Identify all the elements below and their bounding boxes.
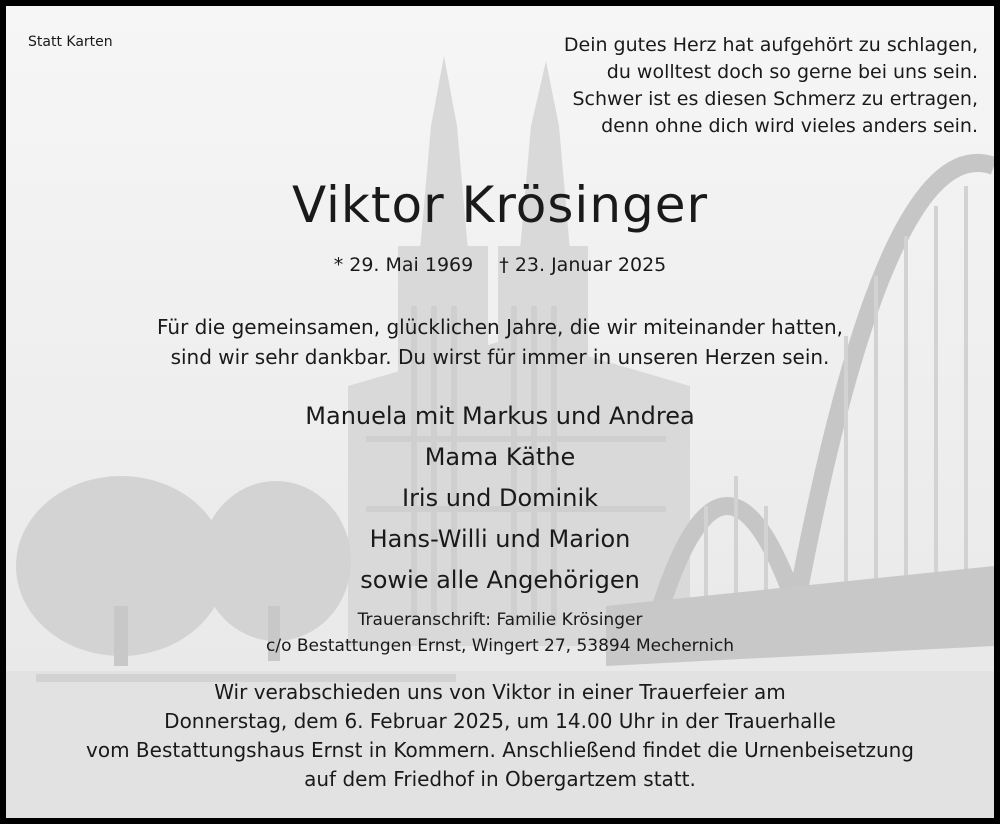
funeral-service-info	[6, 678, 994, 794]
poem	[564, 32, 978, 140]
poem-line: Dein gutes Herz hat aufgehört zu schlagen,	[563, 34, 978, 56]
poem-line: Schwer ist es diesen Schmerz zu ertragen,	[572, 88, 978, 110]
thanks-message	[6, 312, 994, 372]
service-line: auf dem Friedhof in Obergartzem statt.	[304, 767, 696, 791]
mourner: Hans-Willi und Marion	[369, 525, 631, 553]
birth-date: * 29. Mai 1969	[333, 254, 474, 276]
service-line: Donnerstag, dem 6. Februar 2025, um 14.00 Uhr in der Trauerhalle	[164, 709, 836, 733]
deceased-name: Viktor Krösinger	[291, 176, 709, 234]
poem-line: du wolltest doch so gerne bei uns sein.	[606, 61, 978, 83]
mourners-list	[6, 396, 994, 601]
life-dates	[6, 254, 994, 276]
service-line: Wir verabschieden uns von Viktor in einer Trauerfeier am	[214, 680, 786, 704]
address-line: Traueranschrift: Familie Krösinger	[357, 610, 643, 630]
thanks-line: sind wir sehr dankbar. Du wirst für immer in unseren Herzen sein.	[170, 345, 830, 369]
statt-karten-label: Statt Karten	[28, 34, 113, 50]
mourner: Manuela mit Markus und Andrea	[305, 402, 695, 430]
mourner: sowie alle Angehörigen	[360, 566, 640, 594]
mourner: Mama Käthe	[424, 443, 576, 471]
thanks-line: Für die gemeinsamen, glücklichen Jahre, die wir miteinander hatten,	[156, 315, 843, 339]
service-line: vom Bestattungshaus Ernst in Kommern. Anschließend findet die Urnenbeisetzung	[86, 738, 914, 762]
mourner: Iris und Dominik	[401, 484, 599, 512]
death-date: † 23. Januar 2025	[499, 254, 667, 276]
address-line: c/o Bestattungen Ernst, Wingert 27, 53894 Mechernich	[266, 636, 734, 656]
obituary-notice	[6, 6, 994, 818]
poem-line: denn ohne dich wird vieles anders sein.	[601, 115, 978, 137]
mourning-address	[6, 607, 994, 659]
